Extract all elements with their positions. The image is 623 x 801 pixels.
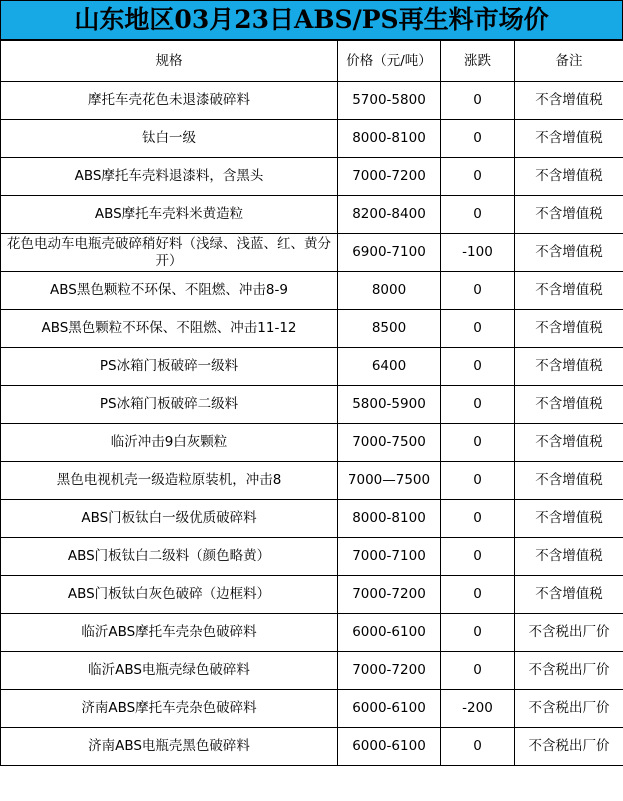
cell-price: 6400 [338,348,441,386]
cell-spec: 临沂冲击9白灰颗粒 [1,424,338,462]
cell-price: 5700-5800 [338,82,441,120]
cell-note: 不含增值税 [515,386,623,424]
cell-change: 0 [441,310,515,348]
cell-spec: ABS门板钛白灰色破碎（边框料） [1,576,338,614]
cell-spec: ABS黑色颗粒不环保、不阻燃、冲击11-12 [1,310,338,348]
table-row [1,82,623,120]
price-table [0,40,623,766]
cell-price: 7000-7200 [338,158,441,196]
cell-note: 不含税出厂价 [515,652,623,690]
cell-change: 0 [441,272,515,310]
cell-price: 6000-6100 [338,690,441,728]
cell-change: 0 [441,386,515,424]
table-row [1,386,623,424]
cell-change: 0 [441,576,515,614]
cell-spec: 摩托车壳花色未退漆破碎料 [1,82,338,120]
header-note: 备注 [515,41,623,82]
table-row [1,120,623,158]
cell-change: -200 [441,690,515,728]
cell-note: 不含增值税 [515,234,623,272]
cell-spec: PS冰箱门板破碎二级料 [1,386,338,424]
header-price: 价格（元/吨） [338,41,441,82]
cell-price: 8500 [338,310,441,348]
cell-price: 6900-7100 [338,234,441,272]
cell-note: 不含增值税 [515,120,623,158]
table-row [1,310,623,348]
cell-change: 0 [441,82,515,120]
header-spec: 规格 [1,41,338,82]
table-row [1,614,623,652]
cell-change: 0 [441,728,515,766]
cell-change: 0 [441,120,515,158]
table-row [1,538,623,576]
cell-note: 不含增值税 [515,348,623,386]
table-row [1,424,623,462]
cell-price: 5800-5900 [338,386,441,424]
cell-note: 不含增值税 [515,310,623,348]
cell-change: 0 [441,614,515,652]
cell-change: -100 [441,234,515,272]
cell-change: 0 [441,538,515,576]
cell-price: 8000-8100 [338,120,441,158]
cell-note: 不含增值税 [515,272,623,310]
cell-note: 不含增值税 [515,158,623,196]
cell-price: 7000-7200 [338,576,441,614]
cell-change: 0 [441,462,515,500]
table-row [1,196,623,234]
table-row [1,652,623,690]
cell-change: 0 [441,500,515,538]
cell-spec: 钛白一级 [1,120,338,158]
cell-spec: ABS门板钛白二级料（颜色略黄） [1,538,338,576]
table-row [1,690,623,728]
cell-change: 0 [441,158,515,196]
cell-note: 不含增值税 [515,82,623,120]
table-row [1,158,623,196]
table-row [1,348,623,386]
cell-change: 0 [441,652,515,690]
cell-change: 0 [441,424,515,462]
cell-price: 7000-7500 [338,424,441,462]
table-row [1,576,623,614]
sheet-title: 山东地区03月23日ABS/PS再生料市场价 [0,0,623,40]
cell-price: 7000—7500 [338,462,441,500]
table-row [1,728,623,766]
cell-change: 0 [441,348,515,386]
cell-note: 不含增值税 [515,538,623,576]
cell-price: 8200-8400 [338,196,441,234]
table-row [1,462,623,500]
cell-spec: ABS摩托车壳料退漆料，含黑头 [1,158,338,196]
cell-note: 不含增值税 [515,462,623,500]
cell-spec: 济南ABS摩托车壳杂色破碎料 [1,690,338,728]
header-change: 涨跌 [441,41,515,82]
cell-note: 不含增值税 [515,576,623,614]
cell-spec: ABS黑色颗粒不环保、不阻燃、冲击8-9 [1,272,338,310]
cell-price: 7000-7200 [338,652,441,690]
cell-price: 7000-7100 [338,538,441,576]
cell-spec: 济南ABS电瓶壳黑色破碎料 [1,728,338,766]
cell-price: 6000-6100 [338,728,441,766]
cell-spec: 黑色电视机壳一级造粒原装机，冲击8 [1,462,338,500]
cell-price: 8000 [338,272,441,310]
cell-spec: 临沂ABS摩托车壳杂色破碎料 [1,614,338,652]
table-row [1,500,623,538]
cell-price: 6000-6100 [338,614,441,652]
cell-note: 不含增值税 [515,196,623,234]
cell-note: 不含增值税 [515,424,623,462]
cell-spec: 花色电动车电瓶壳破碎稍好料（浅绿、浅蓝、红、黄分开） [1,234,338,272]
table-row [1,272,623,310]
header-row [1,41,623,82]
cell-note: 不含税出厂价 [515,690,623,728]
cell-price: 8000-8100 [338,500,441,538]
table-row [1,234,623,272]
cell-change: 0 [441,196,515,234]
cell-note: 不含增值税 [515,500,623,538]
cell-note: 不含税出厂价 [515,614,623,652]
cell-spec: ABS门板钛白一级优质破碎料 [1,500,338,538]
cell-spec: PS冰箱门板破碎一级料 [1,348,338,386]
cell-note: 不含税出厂价 [515,728,623,766]
cell-spec: ABS摩托车壳料米黄造粒 [1,196,338,234]
cell-spec: 临沂ABS电瓶壳绿色破碎料 [1,652,338,690]
